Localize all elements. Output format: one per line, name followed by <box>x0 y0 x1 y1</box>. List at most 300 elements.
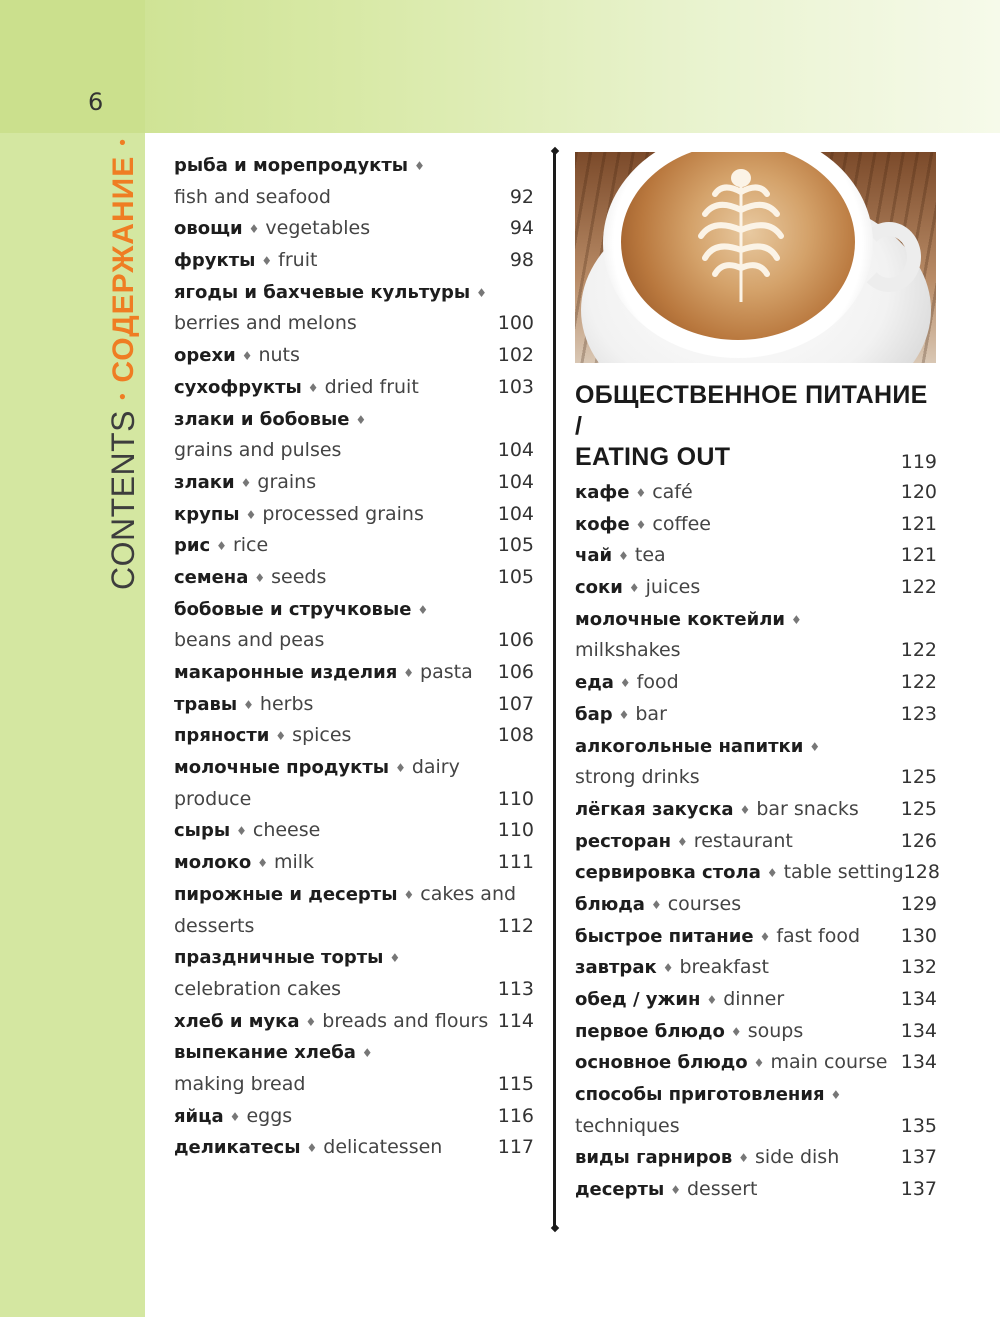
entry-page-number: 125 <box>900 766 937 789</box>
diamond-separator-icon: ♦ <box>830 1088 842 1103</box>
entry-text <box>575 1174 757 1206</box>
entry-russian: еда <box>575 672 614 694</box>
contents-entry <box>174 435 534 467</box>
entry-russian: молоко <box>174 852 252 874</box>
contents-entry <box>575 1142 937 1174</box>
entry-page-number: 121 <box>900 544 937 567</box>
entry-page-number: 105 <box>497 534 534 557</box>
diamond-separator-icon: ♦ <box>759 929 771 944</box>
entry-text <box>575 604 808 636</box>
entry-russian: орехи <box>174 345 236 367</box>
diamond-separator-icon: ♦ <box>738 1151 749 1166</box>
diamond-separator-icon: ♦ <box>389 951 401 966</box>
entry-text <box>575 1016 803 1048</box>
contents-entry <box>174 689 534 721</box>
entry-english: celebration cakes <box>174 977 342 1000</box>
side-title-dot-end: • <box>113 136 134 148</box>
contents-entry <box>174 150 534 182</box>
entry-english: grains <box>257 470 317 493</box>
contents-entry <box>174 277 534 309</box>
entry-text <box>174 308 357 340</box>
contents-entry <box>174 1101 534 1133</box>
entry-page-number: 112 <box>497 914 534 937</box>
entry-text <box>575 921 860 953</box>
diamond-separator-icon: ♦ <box>619 676 631 691</box>
entry-english: bar <box>635 702 667 725</box>
entry-russian: кафе <box>575 482 630 503</box>
entry-russian: травы <box>174 693 238 715</box>
entry-russian: основное блюдо <box>575 1052 748 1074</box>
diamond-separator-icon: ♦ <box>635 486 647 500</box>
entry-english: vegetables <box>265 217 371 240</box>
entry-russian: обед / ужин <box>575 989 701 1010</box>
top-left-block <box>0 0 145 133</box>
entry-russian: способы приготовления <box>575 1084 825 1106</box>
entry-page-number: 122 <box>900 576 937 599</box>
contents-entry <box>174 1006 534 1038</box>
entry-english: pasta <box>420 661 473 683</box>
entry-page-number: 121 <box>900 512 937 535</box>
contents-entry <box>575 604 937 636</box>
contents-entry <box>575 540 937 572</box>
diamond-separator-icon: ♦ <box>753 1056 765 1071</box>
entry-page-number: 137 <box>900 1146 937 1169</box>
entry-russian: хлеб и мука <box>174 1010 300 1032</box>
entry-text <box>174 847 314 879</box>
contents-entry <box>575 731 937 763</box>
diamond-separator-icon: ♦ <box>476 285 487 300</box>
contents-entry <box>174 404 534 436</box>
contents-entry <box>174 340 534 372</box>
entry-text <box>174 277 493 309</box>
entry-text <box>174 657 473 689</box>
contents-entry <box>575 477 937 509</box>
entry-text <box>174 182 331 214</box>
entry-text <box>575 794 859 826</box>
entry-russian: ресторан <box>575 830 672 852</box>
entry-text <box>174 435 341 467</box>
entry-text <box>174 213 370 245</box>
entry-russian: молочные коктейли <box>575 608 786 630</box>
right-entries <box>575 477 940 1206</box>
entry-text <box>174 879 516 911</box>
entry-russian: пряности <box>174 725 270 747</box>
entry-text <box>575 762 700 794</box>
diamond-separator-icon: ♦ <box>243 697 254 712</box>
contents-entry <box>174 562 534 594</box>
entry-english: berries and melons <box>174 312 357 335</box>
entry-english: coffee <box>652 512 711 535</box>
diamond-separator-icon: ♦ <box>650 897 662 912</box>
entry-russian: завтрак <box>575 957 657 979</box>
entry-text <box>174 1069 305 1101</box>
top-band <box>0 0 1000 133</box>
entry-russian: сервировка стола <box>575 862 761 884</box>
entry-page-number: 111 <box>497 851 534 874</box>
entry-russian: овощи <box>174 218 243 240</box>
entry-english: table setting <box>783 861 904 884</box>
diamond-separator-icon: ♦ <box>662 961 674 976</box>
diamond-separator-icon: ♦ <box>229 1109 241 1124</box>
contents-entry <box>575 699 937 731</box>
entry-russian: первое блюдо <box>575 1020 725 1042</box>
side-title-ru: СОДЕРЖАНИЕ <box>106 155 140 383</box>
entry-english: making bread <box>174 1072 306 1095</box>
entry-text <box>575 731 826 763</box>
contents-entry <box>575 572 937 604</box>
entry-page-number: 125 <box>900 797 937 820</box>
entry-english: main course <box>770 1051 888 1074</box>
entry-english: juices <box>645 576 701 599</box>
entry-text <box>575 1047 887 1079</box>
contents-entry <box>575 921 937 953</box>
diamond-separator-icon: ♦ <box>216 539 227 554</box>
entry-russian: пирожные и десерты <box>174 883 398 905</box>
entry-page-number: 104 <box>497 470 534 493</box>
side-title-contents: CONTENTS <box>105 410 141 590</box>
contents-entry <box>575 509 937 541</box>
cappuccino-photo <box>575 152 936 363</box>
contents-entry <box>174 372 534 404</box>
diamond-separator-icon: ♦ <box>403 887 415 902</box>
entry-text <box>174 404 372 436</box>
entry-russian: блюда <box>575 893 645 915</box>
diamond-separator-icon: ♦ <box>618 707 630 722</box>
entry-page-number: 104 <box>497 439 534 462</box>
contents-entry <box>575 984 937 1016</box>
entry-text <box>174 689 313 721</box>
entry-text <box>575 540 666 572</box>
entry-russian: бобовые и стручковые <box>174 598 412 620</box>
entry-page-number: 113 <box>497 977 534 1000</box>
entry-page-number: 134 <box>900 988 937 1010</box>
entry-english: herbs <box>259 692 314 715</box>
entry-english: restaurant <box>693 829 793 852</box>
contents-entry <box>174 879 534 911</box>
entry-text <box>174 752 460 784</box>
entry-text <box>575 1111 680 1143</box>
entry-text <box>174 1132 442 1164</box>
diamond-separator-icon: ♦ <box>355 412 367 427</box>
entry-russian: крупы <box>174 503 240 525</box>
entry-english: desserts <box>174 914 255 937</box>
entry-english: side dish <box>754 1146 840 1169</box>
entry-text <box>575 889 741 921</box>
entry-english: dairy <box>411 756 460 779</box>
entry-english: fish and seafood <box>174 185 331 208</box>
entry-page-number: 128 <box>903 861 940 884</box>
entry-english: seeds <box>271 565 327 588</box>
entry-english: breads and flours <box>322 1009 489 1032</box>
diamond-separator-icon: ♦ <box>248 222 260 237</box>
contents-entry <box>575 1016 937 1048</box>
entry-text <box>174 784 251 816</box>
entry-english: cakes and <box>420 882 517 905</box>
entry-russian: бар <box>575 703 613 725</box>
entry-text <box>174 974 341 1006</box>
latte-art-leaf-icon <box>693 164 789 304</box>
entry-english: nuts <box>258 344 300 367</box>
entry-russian: быстрое питание <box>575 925 754 947</box>
entry-page-number: 122 <box>900 639 937 662</box>
contents-entry <box>575 794 937 826</box>
diamond-separator-icon: ♦ <box>730 1024 742 1039</box>
entry-english: dessert <box>686 1178 758 1201</box>
entry-text <box>174 340 300 372</box>
entry-text <box>174 530 268 562</box>
page-number: 6 <box>88 88 104 116</box>
entry-text <box>575 984 784 1016</box>
entry-page-number: 106 <box>497 661 534 683</box>
entry-english: dinner <box>723 988 785 1010</box>
contents-entry <box>174 974 534 1006</box>
contents-entry <box>174 720 534 752</box>
entry-russian: десерты <box>575 1179 665 1201</box>
entry-page-number: 117 <box>497 1136 534 1159</box>
diamond-separator-icon: ♦ <box>245 507 257 522</box>
entry-text <box>575 1079 847 1111</box>
entry-page-number: 126 <box>900 829 937 852</box>
contents-entry <box>174 308 534 340</box>
entry-text <box>174 720 351 752</box>
entry-russian: сыры <box>174 820 231 842</box>
column-divider <box>553 152 556 1227</box>
contents-entry <box>174 1132 534 1164</box>
entry-page-number: 107 <box>497 692 534 715</box>
contents-entry <box>575 826 937 858</box>
contents-entry <box>174 530 534 562</box>
entry-page-number: 94 <box>509 217 534 240</box>
contents-entry <box>575 952 937 984</box>
entry-text <box>174 1101 292 1133</box>
entry-english: delicatessen <box>323 1136 443 1159</box>
entry-text <box>174 1006 488 1038</box>
entry-text <box>575 509 711 541</box>
entry-text <box>575 572 700 604</box>
diamond-separator-icon: ♦ <box>739 802 751 817</box>
contents-entry <box>174 942 534 974</box>
entry-russian: семена <box>174 566 249 588</box>
entry-text <box>174 815 320 847</box>
entry-text <box>174 372 419 404</box>
entry-english: courses <box>667 892 742 915</box>
entry-english: techniques <box>575 1114 680 1137</box>
diamond-separator-icon: ♦ <box>809 739 821 754</box>
entry-page-number: 129 <box>900 892 937 915</box>
entry-russian: выпекание хлеба <box>174 1042 356 1064</box>
entry-page-number: 104 <box>497 502 534 525</box>
entry-english: cheese <box>252 819 321 842</box>
entry-english: strong drinks <box>575 766 700 789</box>
diamond-separator-icon: ♦ <box>403 666 415 680</box>
entry-page-number: 102 <box>497 344 534 367</box>
contents-entry <box>174 625 534 657</box>
diamond-separator-icon: ♦ <box>417 602 429 617</box>
section-heading-page: 119 <box>900 451 937 473</box>
diamond-separator-icon: ♦ <box>236 824 247 839</box>
diamond-separator-icon: ♦ <box>670 1183 681 1198</box>
section-heading <box>575 380 937 473</box>
entry-text <box>575 635 681 667</box>
entry-page-number: 110 <box>497 819 534 842</box>
entry-english: fruit <box>278 249 318 272</box>
contents-entry <box>174 182 534 214</box>
entry-text <box>575 826 793 858</box>
entry-english: soups <box>747 1019 804 1042</box>
diamond-separator-icon: ♦ <box>766 866 778 881</box>
entry-text <box>575 952 769 984</box>
entry-page-number: 137 <box>900 1178 937 1201</box>
entry-text <box>174 1037 379 1069</box>
diamond-separator-icon: ♦ <box>254 570 266 585</box>
entry-text <box>575 699 667 731</box>
contents-entry <box>575 667 937 699</box>
entry-russian: рыба и морепродукты <box>174 155 409 176</box>
diamond-separator-icon: ♦ <box>414 159 425 173</box>
entry-english: bar snacks <box>756 797 859 820</box>
entry-russian: соки <box>575 577 623 599</box>
diamond-separator-icon: ♦ <box>305 1014 317 1029</box>
entry-english: dried fruit <box>324 375 419 398</box>
entry-english: processed grains <box>262 502 424 525</box>
entry-page-number: 116 <box>497 1104 534 1127</box>
side-title <box>105 136 142 590</box>
diamond-separator-icon: ♦ <box>791 612 802 627</box>
entry-text <box>174 942 406 974</box>
contents-entry <box>174 1069 534 1101</box>
entry-russian: лёгкая закуска <box>575 798 734 820</box>
contents-entry <box>174 1037 534 1069</box>
entry-page-number: 108 <box>497 724 534 747</box>
entry-english: beans and peas <box>174 629 325 652</box>
entry-page-number: 98 <box>509 249 534 272</box>
diamond-separator-icon: ♦ <box>677 834 688 849</box>
contents-left-column <box>174 150 534 1164</box>
contents-right-column <box>575 380 940 1206</box>
entry-english: café <box>652 481 693 503</box>
section-heading-line2: EATING OUT <box>575 443 731 471</box>
diamond-separator-icon: ♦ <box>618 549 629 564</box>
contents-entry <box>575 857 940 889</box>
diamond-separator-icon: ♦ <box>306 1141 318 1156</box>
entry-text <box>174 562 326 594</box>
entry-russian: молочные продукты <box>174 757 390 779</box>
side-title-dot: • <box>113 390 134 402</box>
diamond-separator-icon: ♦ <box>261 254 273 269</box>
diamond-separator-icon: ♦ <box>395 761 406 776</box>
diamond-separator-icon: ♦ <box>628 581 640 596</box>
diamond-separator-icon: ♦ <box>635 517 647 532</box>
entry-russian: злаки и бобовые <box>174 408 350 430</box>
contents-entry <box>174 815 534 847</box>
entry-russian: праздничные торты <box>174 947 384 969</box>
diamond-separator-icon: ♦ <box>361 1046 373 1061</box>
entry-russian: яйца <box>174 1105 224 1127</box>
entry-text <box>575 1142 839 1174</box>
contents-entry <box>174 911 534 943</box>
entry-english: breakfast <box>679 956 769 979</box>
entry-text <box>174 245 317 277</box>
entry-text <box>575 857 904 889</box>
entry-english: grains and pulses <box>174 439 342 462</box>
entry-russian: сухофрукты <box>174 376 302 398</box>
contents-entry <box>174 245 534 277</box>
entry-page-number: 106 <box>497 629 534 652</box>
entry-page-number: 134 <box>900 1019 937 1042</box>
contents-entry <box>174 752 534 784</box>
entry-page-number: 135 <box>900 1114 937 1137</box>
entry-english: tea <box>634 544 666 567</box>
entry-page-number: 114 <box>497 1009 534 1032</box>
entry-page-number: 92 <box>509 185 534 208</box>
contents-entry <box>575 1174 937 1206</box>
contents-entry <box>575 889 937 921</box>
entry-page-number: 110 <box>497 787 534 810</box>
contents-entry <box>174 213 534 245</box>
contents-entry <box>575 1111 937 1143</box>
entry-text <box>174 467 316 499</box>
entry-english: eggs <box>246 1104 293 1127</box>
entry-page-number: 115 <box>497 1072 534 1095</box>
entry-english: produce <box>174 787 252 810</box>
entry-russian: алкогольные напитки <box>575 735 804 757</box>
entry-text <box>575 667 679 699</box>
entry-page-number: 123 <box>900 702 937 725</box>
diamond-separator-icon: ♦ <box>240 475 252 490</box>
entry-english: milk <box>273 851 315 874</box>
entry-english: spices <box>292 724 352 747</box>
entry-text <box>174 625 324 657</box>
entry-page-number: 132 <box>900 956 937 979</box>
entry-text <box>174 150 431 182</box>
contents-entry <box>174 657 534 689</box>
entry-russian: макаронные изделия <box>174 662 398 683</box>
entry-russian: виды гарниров <box>575 1147 733 1169</box>
contents-entry <box>174 499 534 531</box>
entry-page-number: 100 <box>497 312 534 335</box>
entry-text <box>174 499 424 531</box>
entry-page-number: 134 <box>900 1051 937 1074</box>
contents-entry <box>575 635 937 667</box>
entry-text <box>174 594 434 626</box>
entry-russian: кофе <box>575 513 630 535</box>
entry-text <box>174 911 254 943</box>
diamond-separator-icon: ♦ <box>241 349 253 364</box>
entry-russian: рис <box>174 535 211 557</box>
entry-page-number: 122 <box>900 671 937 694</box>
contents-entry <box>174 847 534 879</box>
entry-russian: ягоды и бахчевые культуры <box>174 281 471 303</box>
entry-english: fast food <box>776 924 861 947</box>
contents-entry <box>174 784 534 816</box>
contents-entry <box>174 467 534 499</box>
contents-entry <box>575 762 937 794</box>
diamond-separator-icon: ♦ <box>706 993 718 1007</box>
entry-russian: чай <box>575 545 613 567</box>
diamond-separator-icon: ♦ <box>307 380 319 395</box>
entry-page-number: 120 <box>900 481 937 503</box>
entry-russian: злаки <box>174 471 235 493</box>
contents-entry <box>575 1047 937 1079</box>
entry-page-number: 103 <box>497 375 534 398</box>
entry-english: milkshakes <box>575 639 681 662</box>
entry-russian: фрукты <box>174 250 256 272</box>
contents-entry <box>174 594 534 626</box>
entry-page-number: 105 <box>497 565 534 588</box>
section-heading-line1: ОБЩЕСТВЕННОЕ ПИТАНИЕ / <box>575 381 928 440</box>
diamond-separator-icon: ♦ <box>257 856 268 871</box>
contents-entry <box>575 1079 937 1111</box>
